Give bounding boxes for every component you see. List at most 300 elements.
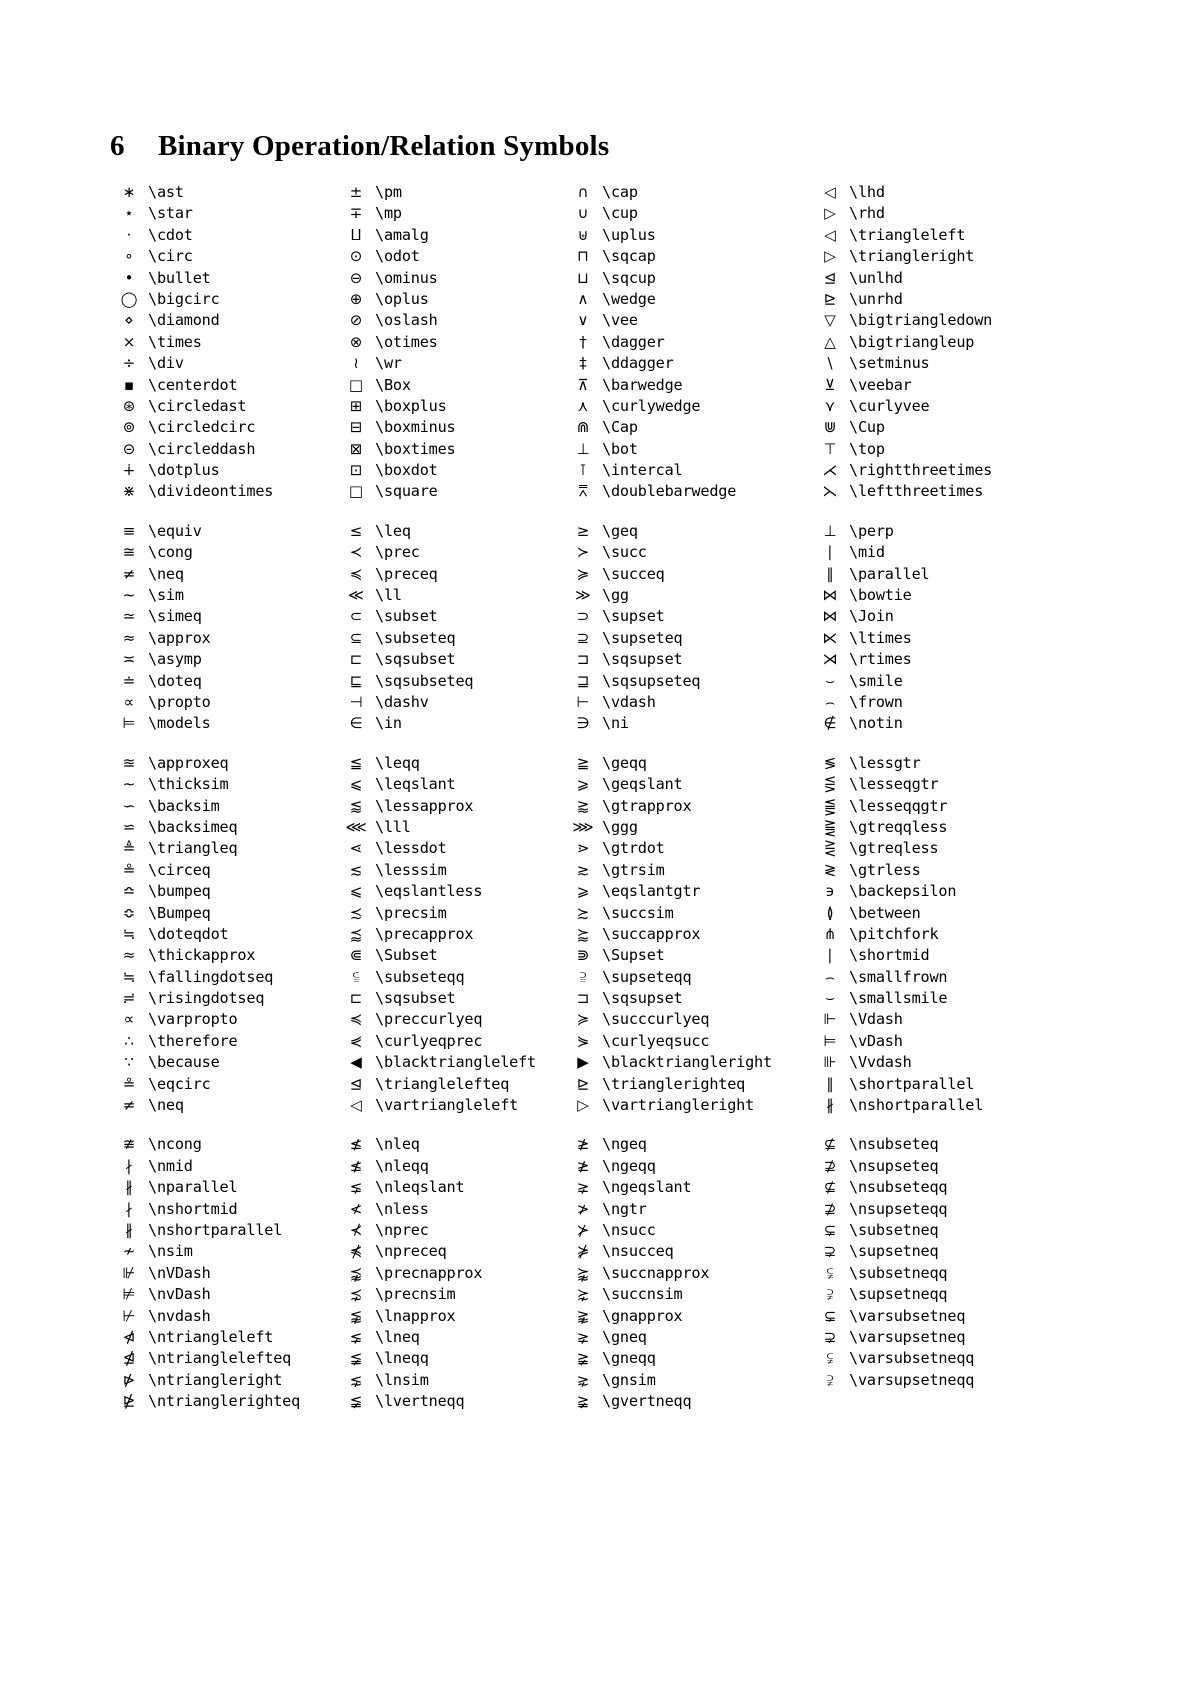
- symbol-command: \lnapprox: [375, 1306, 456, 1325]
- symbol-entry: [337, 609, 564, 624]
- symbol-glyph: ∧: [577, 289, 589, 308]
- symbol-glyph: ⊎: [577, 225, 589, 244]
- symbol-glyph: ⊪: [823, 1053, 837, 1072]
- symbol-glyph: ⌢: [825, 967, 835, 986]
- symbol-row: [110, 313, 1112, 334]
- symbol-command: \Vvdash: [849, 1053, 912, 1072]
- symbol-command: \circledast: [148, 396, 247, 415]
- symbol-row: [110, 924, 1112, 948]
- symbol-glyph: ≥: [576, 521, 590, 540]
- symbol-entry: [811, 991, 1071, 1006]
- symbol-command: \wr: [375, 354, 402, 373]
- symbol-entry: [811, 1031, 1071, 1050]
- symbol-command: \blacktriangleleft: [375, 1053, 536, 1072]
- symbol-glyph: ∪: [577, 204, 589, 223]
- symbol-entry: [337, 753, 564, 772]
- symbol-entry: [110, 1137, 337, 1152]
- symbol-glyph: ≗: [122, 860, 136, 879]
- symbol-entry: [337, 692, 564, 711]
- symbol-glyph: ⋇: [122, 482, 136, 501]
- symbol-glyph: ⊋: [823, 1242, 837, 1261]
- symbol-command: \div: [148, 354, 184, 373]
- symbol-glyph: ⋌: [822, 461, 838, 480]
- symbol-command: \Supset: [602, 946, 665, 965]
- symbol-glyph: ▷: [824, 204, 836, 223]
- symbol-command: \equiv: [148, 521, 202, 540]
- symbol-glyph: ◁: [350, 1096, 362, 1115]
- symbol-entry: [564, 268, 811, 287]
- symbol-row: [110, 1327, 1112, 1351]
- symbol-entry: [811, 884, 1071, 899]
- symbol-glyph: ∝: [123, 1010, 135, 1029]
- symbol-command: \sqsubset: [375, 989, 456, 1008]
- symbol-entry: [811, 1012, 1071, 1027]
- symbol-glyph: ⋍: [122, 817, 136, 836]
- symbol-glyph: ∨: [577, 311, 589, 330]
- symbol-entry: [110, 249, 337, 264]
- symbol-glyph: ÷: [122, 354, 136, 373]
- symbol-entry: [337, 991, 564, 1006]
- symbol-glyph: □: [348, 482, 364, 501]
- symbol-row: [110, 796, 1112, 820]
- symbol-glyph: ⪋: [823, 796, 837, 815]
- symbol-glyph: ⫋: [826, 1349, 834, 1368]
- symbol-entry: [564, 1074, 811, 1093]
- symbol-glyph: ≽: [576, 1010, 590, 1029]
- symbol-entry: [110, 439, 337, 458]
- symbol-entry: [337, 521, 564, 540]
- symbol-entry: [811, 439, 1071, 458]
- symbol-command: \varpropto: [148, 1010, 238, 1029]
- symbol-command: \nsucc: [602, 1220, 656, 1239]
- symbol-entry: [811, 521, 1071, 540]
- symbol-command: \triangleright: [849, 247, 975, 266]
- symbol-glyph: ≤: [349, 521, 363, 540]
- symbol-glyph: ⋠: [349, 1242, 363, 1261]
- symbol-command: \times: [148, 332, 202, 351]
- symbol-entry: [337, 289, 564, 308]
- symbol-glyph: ≩: [576, 1392, 590, 1411]
- symbol-command: \vDash: [849, 1031, 903, 1050]
- symbol-entry: [564, 671, 811, 690]
- symbol-command: \eqslantgtr: [602, 882, 701, 901]
- symbol-command: \lessdot: [375, 839, 447, 858]
- symbol-entry: [110, 967, 337, 986]
- symbol-command: \boxplus: [375, 396, 447, 415]
- symbol-command: \intercal: [602, 461, 683, 480]
- symbol-glyph: ≰: [349, 1135, 363, 1154]
- symbol-glyph: ⊏: [349, 650, 363, 669]
- symbol-entry: [337, 1055, 564, 1070]
- symbol-entry: [110, 1199, 337, 1218]
- symbol-command: \circleddash: [148, 439, 256, 458]
- symbol-glyph: ⪷: [349, 924, 363, 943]
- symbol-command: \gtrapprox: [602, 796, 692, 815]
- symbol-command: \therefore: [148, 1031, 238, 1050]
- symbol-glyph: ⪊: [576, 1306, 590, 1325]
- symbol-command: \unrhd: [849, 289, 903, 308]
- symbol-command: \approx: [148, 628, 211, 647]
- symbol-entry: [337, 396, 564, 415]
- symbol-entry: [110, 545, 337, 560]
- symbol-command: \wedge: [602, 289, 656, 308]
- symbol-entry: [811, 1287, 1071, 1302]
- symbol-command: \dashv: [375, 692, 429, 711]
- symbol-command: \Subset: [375, 946, 438, 965]
- symbol-entry: [811, 185, 1071, 200]
- symbol-glyph: ⊩: [823, 1010, 837, 1029]
- symbol-command: \nleqslant: [375, 1178, 465, 1197]
- symbol-entry: [110, 777, 337, 792]
- symbol-command: \Bumpeq: [148, 903, 211, 922]
- symbol-command: \notin: [849, 714, 903, 733]
- symbol-entry: [811, 564, 1071, 583]
- symbol-command: \neq: [148, 1096, 184, 1115]
- symbol-glyph: ∥: [826, 564, 834, 583]
- symbol-entry: [811, 268, 1071, 287]
- symbol-entry: [811, 1220, 1071, 1239]
- symbol-entry: [564, 225, 811, 244]
- symbol-entry: [337, 671, 564, 690]
- symbol-entry: [337, 588, 564, 603]
- symbol-entry: [811, 1074, 1071, 1093]
- symbol-command: \lvertneqq: [375, 1392, 465, 1411]
- symbol-glyph: ≪: [348, 586, 364, 605]
- symbol-command: \pm: [375, 183, 402, 201]
- symbol-command: \ntrianglelefteq: [148, 1349, 292, 1368]
- symbol-entry: [110, 716, 337, 731]
- symbol-row: [110, 185, 1112, 206]
- symbol-entry: [337, 484, 564, 499]
- symbol-glyph: ⋈: [822, 586, 838, 605]
- symbol-glyph: ∴: [124, 1031, 134, 1050]
- symbol-glyph: ⊭: [122, 1285, 136, 1304]
- symbol-entry: [811, 1370, 1071, 1389]
- symbol-command: \circ: [148, 247, 193, 266]
- symbol-row: [110, 206, 1112, 227]
- symbol-glyph: ⫆: [579, 967, 587, 986]
- symbol-glyph: ⊥: [823, 521, 837, 540]
- symbol-command: \Vdash: [849, 1010, 903, 1029]
- symbol-entry: [110, 817, 337, 836]
- symbol-command: \supsetneqq: [849, 1285, 948, 1304]
- symbol-command: \bowtie: [849, 586, 912, 605]
- symbol-entry: [811, 967, 1071, 986]
- symbol-glyph: ⊬: [122, 1306, 136, 1325]
- symbol-glyph: ≃: [122, 607, 136, 626]
- symbol-command: \propto: [148, 692, 211, 711]
- symbol-row: [110, 484, 1112, 505]
- symbol-entry: [337, 564, 564, 583]
- symbol-entry: [110, 1098, 337, 1113]
- symbol-command: \in: [375, 714, 402, 733]
- symbol-command: \nsupseteq: [849, 1156, 939, 1175]
- symbol-glyph: ⊺: [579, 461, 587, 480]
- symbol-row: [110, 439, 1112, 463]
- symbol-entry: [811, 692, 1071, 711]
- symbol-glyph: ≨: [349, 1349, 363, 1368]
- symbol-row: [110, 225, 1112, 249]
- symbol-command: \sqcap: [602, 247, 656, 266]
- symbol-glyph: ∗: [122, 183, 136, 201]
- symbol-glyph: ⪺: [576, 1263, 590, 1282]
- symbol-glyph: ≼: [349, 1010, 363, 1029]
- symbol-command: \oplus: [375, 289, 429, 308]
- symbol-row: [110, 967, 1112, 991]
- symbol-command: \centerdot: [148, 375, 238, 394]
- symbol-glyph: ⊏: [349, 989, 363, 1008]
- symbol-command: \rhd: [849, 204, 885, 223]
- symbol-command: \lesssim: [375, 860, 447, 879]
- symbol-entry: [564, 884, 811, 899]
- symbol-glyph: ∤: [125, 1156, 133, 1175]
- symbol-glyph: ≒: [122, 924, 136, 943]
- symbol-command: \varsupsetneq: [849, 1327, 966, 1346]
- symbol-glyph: ⊴: [349, 1074, 363, 1093]
- symbol-command: \ngtr: [602, 1199, 647, 1218]
- symbol-entry: [811, 588, 1071, 603]
- symbol-entry: [811, 1137, 1071, 1152]
- symbol-entry: [564, 1156, 811, 1175]
- symbol-glyph: ▷: [577, 1096, 589, 1115]
- symbol-entry: [110, 289, 337, 308]
- symbol-entry: [337, 1263, 564, 1282]
- symbol-entry: [337, 1012, 564, 1027]
- symbol-row: [110, 671, 1112, 695]
- symbol-command: \curlyeqsucc: [602, 1031, 710, 1050]
- symbol-block-standard-relations: [110, 521, 1112, 738]
- symbol-glyph: ≼: [349, 564, 363, 583]
- symbol-row: [110, 860, 1112, 884]
- symbol-glyph: ⊗: [349, 332, 363, 351]
- symbol-glyph: ⊁: [576, 1220, 590, 1239]
- symbol-entry: [564, 1031, 811, 1050]
- symbol-entry: [811, 1156, 1071, 1175]
- symbol-command: \ngeq: [602, 1135, 647, 1154]
- symbol-command: \nleqq: [375, 1156, 429, 1175]
- symbol-glyph: ≠: [122, 1096, 136, 1115]
- symbol-entry: [337, 332, 564, 351]
- symbol-command: \nsubseteqq: [849, 1178, 948, 1197]
- symbol-glyph: ⩽: [349, 882, 363, 901]
- symbol-command: \nVDash: [148, 1263, 211, 1282]
- symbol-entry: [337, 967, 564, 986]
- symbol-glyph: ∤: [125, 1199, 133, 1218]
- symbol-glyph: ≗: [122, 1074, 136, 1093]
- symbol-entry: [564, 1244, 811, 1259]
- symbol-command: \between: [849, 903, 921, 922]
- symbol-command: \npreceq: [375, 1242, 447, 1261]
- symbol-glyph: ⊴: [823, 268, 837, 287]
- symbol-entry: [337, 1370, 564, 1389]
- symbol-command: \precapprox: [375, 924, 474, 943]
- symbol-glyph: ≩: [576, 1349, 590, 1368]
- symbol-entry: [337, 1287, 564, 1302]
- symbol-glyph: ≳: [576, 860, 590, 879]
- symbol-entry: [110, 225, 337, 244]
- symbol-entry: [811, 924, 1071, 943]
- symbol-entry: [110, 206, 337, 221]
- symbol-glyph: ∝: [123, 692, 135, 711]
- symbol-command: \nsupseteqq: [849, 1199, 948, 1218]
- symbol-entry: [337, 1180, 564, 1195]
- symbol-row: [110, 1137, 1112, 1158]
- symbol-entry: [811, 313, 1071, 328]
- symbol-glyph: ⋑: [576, 946, 590, 965]
- symbol-command: \risingdotseq: [148, 989, 265, 1008]
- symbol-entry: [811, 716, 1071, 731]
- symbol-entry: [337, 652, 564, 667]
- symbol-command: \trianglerighteq: [602, 1074, 746, 1093]
- symbol-entry: [564, 545, 811, 560]
- symbol-command: \varsupsetneqq: [849, 1370, 975, 1389]
- symbol-entry: [110, 588, 337, 603]
- symbol-glyph: ⋙: [572, 817, 594, 836]
- symbol-command: \smallsmile: [849, 989, 948, 1008]
- symbol-row: [110, 1074, 1112, 1098]
- symbol-command: \gtreqqless: [849, 817, 948, 836]
- symbol-entry: [110, 1394, 337, 1409]
- symbol-row: [110, 249, 1112, 270]
- symbol-entry: [564, 332, 811, 351]
- symbol-entry: [110, 692, 337, 711]
- symbol-glyph: ⋔: [823, 924, 837, 943]
- symbol-glyph: ⊝: [122, 439, 136, 458]
- symbol-command: \because: [148, 1053, 220, 1072]
- symbol-command: \mp: [375, 204, 402, 223]
- symbol-entry: [564, 1287, 811, 1302]
- symbol-command: \approxeq: [148, 753, 229, 772]
- symbol-entry: [110, 671, 337, 690]
- symbol-entry: [337, 628, 564, 647]
- symbol-command: \Join: [849, 607, 894, 626]
- symbol-command: \lnsim: [375, 1370, 429, 1389]
- symbol-command: \cdot: [148, 225, 193, 244]
- symbol-glyph: ∥: [826, 1074, 834, 1093]
- symbol-entry: [811, 356, 1071, 371]
- symbol-glyph: ⋓: [823, 418, 837, 437]
- symbol-command: \perp: [849, 521, 894, 540]
- symbol-command: \barwedge: [602, 375, 683, 394]
- symbol-command: \precnapprox: [375, 1263, 483, 1282]
- symbol-glyph: ⊀: [349, 1220, 363, 1239]
- symbol-entry: [110, 420, 337, 435]
- symbol-command: \fallingdotseq: [148, 967, 274, 986]
- symbol-glyph: ∣: [826, 543, 834, 562]
- symbol-glyph: ⩞: [578, 482, 588, 501]
- symbol-entry: [337, 439, 564, 458]
- symbol-entry: [110, 924, 337, 943]
- symbol-row: [110, 652, 1112, 673]
- symbol-glyph: ≁: [122, 1242, 136, 1261]
- symbol-entry: [337, 545, 564, 560]
- symbol-entry: [811, 1263, 1071, 1282]
- symbol-command: \gneq: [602, 1327, 647, 1346]
- symbol-glyph: ⪈: [576, 1327, 590, 1346]
- symbol-entry: [337, 375, 564, 394]
- symbol-row: [110, 753, 1112, 777]
- symbol-entry: [337, 1394, 564, 1409]
- symbol-entry: [337, 185, 564, 200]
- symbol-command: \gnapprox: [602, 1306, 683, 1325]
- symbol-entry: [337, 313, 564, 328]
- symbol-command: \bigtriangledown: [849, 311, 993, 330]
- symbol-entry: [110, 484, 337, 499]
- symbol-glyph: ⊻: [824, 375, 836, 394]
- symbol-entry: [811, 903, 1071, 922]
- symbol-entry: [811, 375, 1071, 394]
- symbol-entry: [337, 1327, 564, 1346]
- symbol-glyph: ⋒: [576, 418, 590, 437]
- symbol-entry: [564, 609, 811, 624]
- symbol-block-ams-relations: [110, 753, 1112, 1120]
- symbol-glyph: □: [348, 375, 364, 394]
- symbol-glyph: ≊: [122, 753, 136, 772]
- symbol-command: \top: [849, 439, 885, 458]
- symbol-entry: [110, 564, 337, 583]
- symbol-glyph: ∼: [122, 586, 136, 605]
- symbol-entry: [564, 521, 811, 540]
- symbol-glyph: ∼: [122, 775, 136, 794]
- symbol-glyph: ⪌: [823, 817, 837, 836]
- symbol-entry: [811, 817, 1071, 836]
- symbol-entry: [564, 249, 811, 264]
- symbol-entry: [811, 1098, 1071, 1113]
- symbol-glyph: ⊂: [349, 607, 363, 626]
- symbol-command: \varsubsetneqq: [849, 1349, 975, 1368]
- symbol-entry: [337, 796, 564, 815]
- symbol-glyph: ⊊: [823, 1220, 837, 1239]
- symbol-entry: [564, 692, 811, 711]
- symbol-entry: [564, 796, 811, 815]
- symbol-entry: [110, 332, 337, 351]
- symbol-command: \doublebarwedge: [602, 482, 737, 501]
- symbol-glyph: ⋄: [124, 311, 134, 330]
- symbol-command: \lneq: [375, 1327, 420, 1346]
- symbol-glyph: ⊮: [122, 1263, 136, 1282]
- symbol-entry: [337, 860, 564, 879]
- symbol-glyph: ⊙: [349, 247, 363, 266]
- symbol-glyph: ⋐: [349, 946, 363, 965]
- symbol-entry: [564, 1394, 811, 1409]
- symbol-entry: [110, 1287, 337, 1302]
- symbol-entry: [811, 753, 1071, 772]
- symbol-glyph: ⊞: [349, 396, 363, 415]
- symbol-entry: [110, 796, 337, 815]
- symbol-row: [110, 1220, 1112, 1244]
- symbol-glyph: ⋟: [576, 1031, 590, 1050]
- symbol-entry: [564, 753, 811, 772]
- symbol-glyph: ≍: [122, 650, 136, 669]
- symbol-row: [110, 991, 1112, 1012]
- symbol-glyph: ⋏: [577, 396, 589, 415]
- symbol-entry: [337, 356, 564, 371]
- symbol-glyph: ≦: [349, 753, 363, 772]
- symbol-entry: [811, 609, 1071, 624]
- symbol-command: \thicksim: [148, 775, 229, 794]
- symbol-entry: [564, 206, 811, 221]
- symbol-entry: [811, 671, 1071, 690]
- symbol-glyph: ⊼: [577, 375, 589, 394]
- symbol-entry: [811, 1055, 1071, 1070]
- symbol-entry: [110, 1244, 337, 1259]
- symbol-entry: [564, 1220, 811, 1239]
- symbol-row: [110, 1287, 1112, 1308]
- symbol-glyph: ⊊: [823, 1306, 837, 1325]
- symbol-entry: [811, 1306, 1071, 1325]
- symbol-glyph: ⊒: [576, 671, 590, 690]
- symbol-glyph: ⊆: [349, 628, 363, 647]
